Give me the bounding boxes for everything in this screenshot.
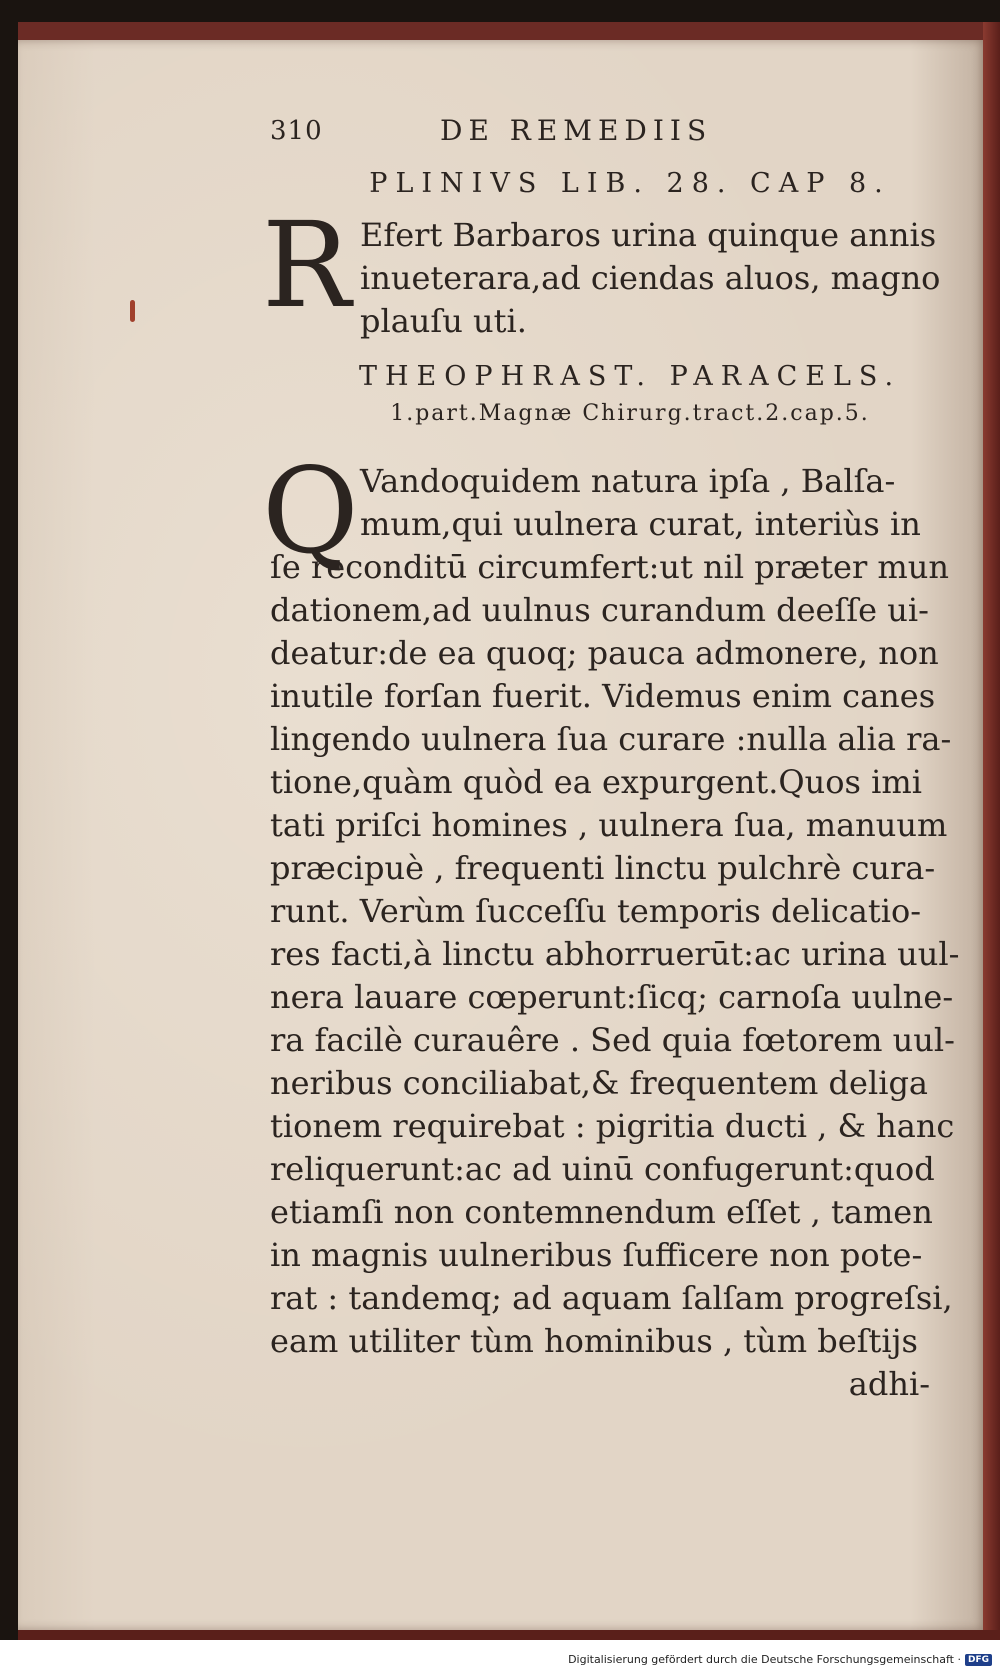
dfg-logo: DFG [965, 1654, 992, 1666]
text-line: in magnis uulneribus ſufficere non pote- [270, 1236, 923, 1274]
text-line: tionem requirebat : pigritia ducti , & hanc [270, 1107, 955, 1145]
section-heading-paracelsus: THEOPHRAST. PARACELS. [358, 361, 902, 392]
text-line: ra facilè curauêre . Sed quia fœtorem uul- [270, 1021, 955, 1059]
page-stain [130, 300, 135, 322]
text-line: neribus conciliabat,& frequentem deliga [270, 1064, 928, 1102]
text-line: Efert Barbaros urina quinque annis [360, 216, 937, 254]
text-line: etiamſi non contemnendum eſſet , tamen [270, 1193, 933, 1231]
text-line: inutile forſan fuerit. Videmus enim canes [270, 677, 936, 715]
running-head [270, 110, 950, 160]
paragraph-plinius [262, 196, 950, 343]
text-line: reliquerunt:ac ad uinū confugerunt:quod [270, 1150, 935, 1188]
text-line: lingendo uulnera ſua curare :nulla alia ra- [270, 720, 952, 758]
credit-text: Digitalisierung gefördert durch die Deutsche Forschungsgemeinschaft · [568, 1653, 961, 1666]
text-line: præcipuè , frequenti linctu pulchrè cura- [270, 849, 936, 887]
text-line: nera lauare cœperunt:ſicq; carnoſa uulne- [270, 978, 954, 1016]
page-number: 310 [270, 116, 323, 146]
text-line: tati priſci homines , uulnera ſua, manuum [270, 806, 948, 844]
book-right-edge [983, 22, 1000, 1634]
paragraph-paracelsus [262, 442, 960, 1406]
digitization-credit [568, 1653, 992, 1666]
text-line: eam utiliter tùm hominibus , tùm beſtijs [270, 1322, 918, 1360]
text-block [262, 110, 960, 1406]
drop-cap-q: Q [262, 442, 359, 580]
section-subheading: 1.part.Magnæ Chirurg.tract.2.cap.5. [390, 401, 870, 426]
catchword: adhi- [848, 1365, 930, 1403]
text-line: inueterara,ad ciendas aluos, magno [360, 259, 941, 297]
text-line: tione,quàm quòd ea expurgent.Quos imi [270, 763, 922, 801]
text-line: Vandoquidem natura ipſa , Balſa- [360, 462, 896, 500]
drop-cap-r: R [262, 196, 351, 334]
running-title: DE REMEDIIS [440, 114, 713, 147]
text-line: deatur:de ea quoq; pauca admonere, non [270, 634, 939, 672]
text-line: res facti,à linctu abhorruerūt:ac urina uul- [270, 935, 960, 973]
text-line: dationem,ad uulnus curandum deeſſe ui- [270, 591, 929, 629]
text-line: runt. Verùm ſucceſſu temporis delicatio- [270, 892, 922, 930]
book-bottom-edge [18, 1630, 1000, 1640]
text-line: plauſu uti. [360, 302, 527, 340]
book-top-edge [18, 22, 990, 40]
text-line: mum,qui uulnera curat, interiùs in [360, 505, 921, 543]
section-heading-plinius: PLINIVS LIB. 28. CAP 8. [369, 168, 891, 199]
text-line: ſe reconditū circumfert:ut nil præter mun [270, 548, 949, 586]
text-line: rat : tandemq; ad aquam ſalſam progreſsi, [270, 1279, 953, 1317]
